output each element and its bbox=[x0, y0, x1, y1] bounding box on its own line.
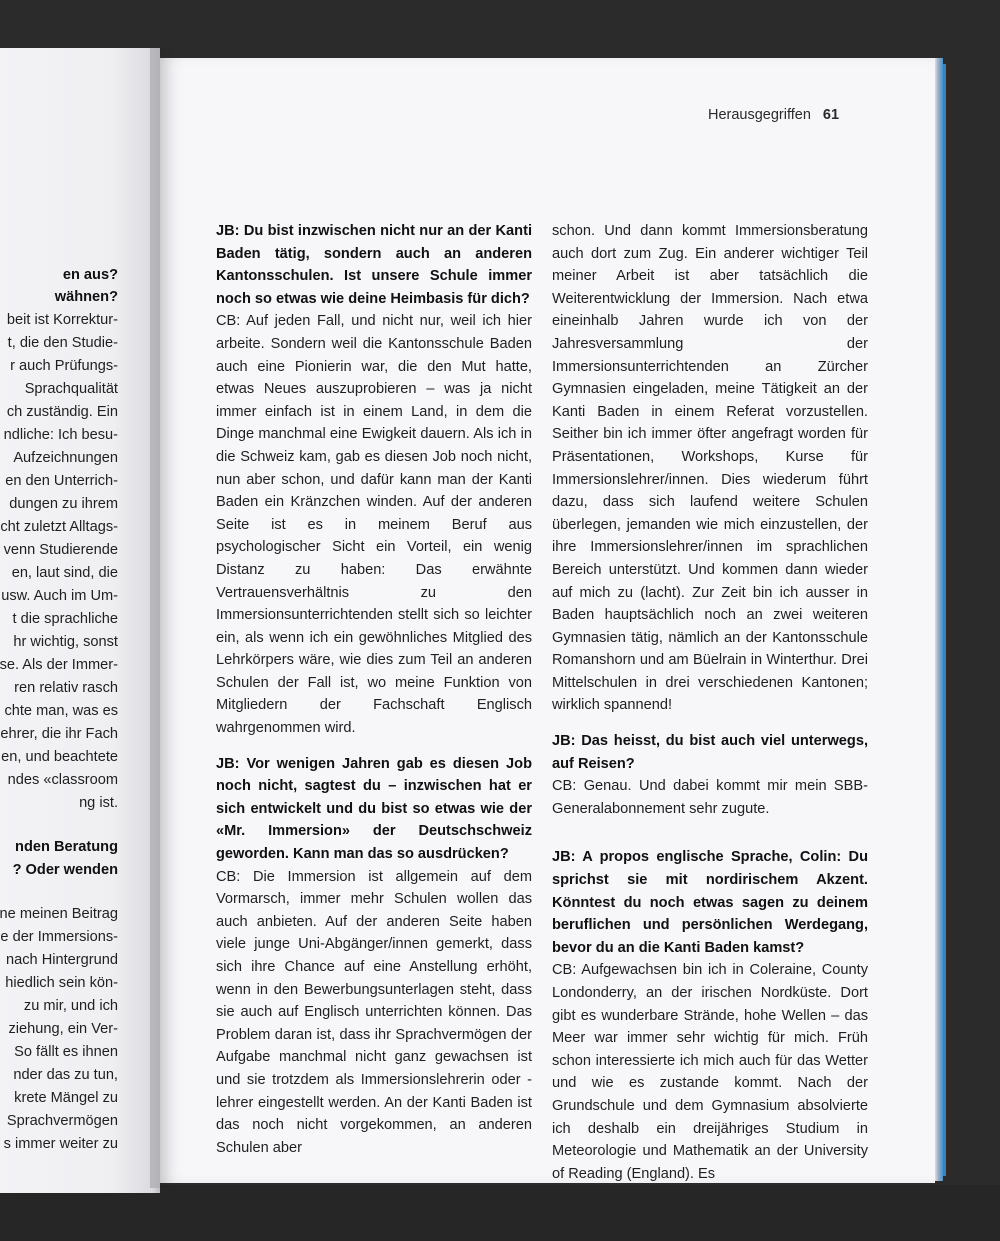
left-page-line-text: e der Immersions- bbox=[0, 929, 118, 945]
left-page-line bbox=[0, 1113, 118, 1129]
left-page-line bbox=[0, 289, 118, 305]
left-page-line-text: t die sprachliche bbox=[12, 611, 118, 627]
left-page-line-text: en, laut sind, die bbox=[11, 565, 118, 581]
left-page-line bbox=[0, 358, 118, 374]
left-page-line bbox=[0, 404, 118, 420]
left-page-line-text: ziehung, ein Ver- bbox=[8, 1021, 118, 1037]
section-title: Herausgegriffen bbox=[708, 107, 811, 123]
left-page-line bbox=[0, 542, 118, 558]
left-page-line bbox=[0, 703, 118, 719]
question-paragraph: JB: Vor wenigen Jahren gab es diesen Job noch nicht, sagtest du – inzwischen hat er sich entwickelt und du bist so etwas wie der «Mr. Immersion» der Deutschschweiz geworden. Kann man das so ausdrücken? bbox=[216, 755, 532, 863]
left-page-line bbox=[0, 772, 118, 788]
text-column-left bbox=[216, 220, 532, 1159]
left-page-line-text: nden Beratung bbox=[15, 839, 118, 855]
left-page-line-text: en den Unterrich- bbox=[5, 473, 118, 489]
left-page-line bbox=[0, 519, 118, 535]
left-page-line-text: ndliche: Ich besu- bbox=[3, 427, 118, 443]
left-page-line-text: ? Oder wenden bbox=[12, 862, 118, 878]
left-page-line bbox=[0, 267, 118, 283]
left-page-line bbox=[0, 473, 118, 489]
left-page-line bbox=[0, 588, 118, 604]
left-page-line-text: So fällt es ihnen bbox=[14, 1044, 118, 1060]
left-page-line bbox=[0, 975, 118, 991]
left-page-line-text: zu mir, und ich bbox=[23, 998, 118, 1014]
left-page-line-text: wähnen? bbox=[54, 289, 118, 305]
left-page-line bbox=[0, 839, 118, 855]
left-page-line bbox=[0, 1044, 118, 1060]
left-page-line-text: venn Studierende bbox=[3, 542, 118, 558]
left-page-line bbox=[0, 634, 118, 650]
text-column-right bbox=[552, 220, 868, 1185]
left-page-line bbox=[0, 611, 118, 627]
left-page-line-text: en aus? bbox=[62, 267, 118, 283]
left-page-line-text: nder das zu tun, bbox=[13, 1067, 118, 1083]
answer-paragraph: CB: Auf jeden Fall, und nicht nur, weil ich hier arbeite. Sondern weil die Kantonsschule Baden auch eine Pionierin war, die den Mut hatte, etwas Neues auszuprobieren – was ja nicht immer einfach ist in einem Land, in dem die Dinge manchmal eine Ewigkeit dauern. Als ich in die Schweiz kam, gab es diesen Job noch nicht, nun aber schon, und dafür kann man der Kanti Baden ein Kränzchen winden. Auf der anderen Seite ist es in meinem Beruf aus psychologischer Sicht ein Vorteil, ein wenig Distanz zu haben: Das erwähnte Vertrauensverhältnis zu den Immersionsunterrichtenden stellt sich so leichter ein, als wenn ich ein gewöhnliches Mitglied des Lehrkörpers wäre, wie dies zum Teil an anderen Schulen der Fall ist, wo meine Funktion von Mitgliedern der Fachschaft Englisch wahrgenommen wird. bbox=[216, 313, 532, 737]
left-page-line bbox=[0, 952, 118, 968]
left-page-line bbox=[0, 427, 118, 443]
left-page-line bbox=[0, 1136, 118, 1152]
page-number: 61 bbox=[822, 107, 840, 123]
page-edge bbox=[935, 58, 943, 1181]
left-page-line-text: ne meinen Beitrag bbox=[0, 906, 118, 922]
left-page-line-text: r auch Prüfungs- bbox=[10, 358, 118, 374]
left-page-line bbox=[0, 450, 118, 466]
left-page-line-text: Aufzeichnungen bbox=[13, 450, 118, 466]
left-page bbox=[0, 48, 160, 1193]
left-page-line bbox=[0, 335, 118, 351]
left-page-line-text: en, und beachtete bbox=[1, 749, 118, 765]
left-page-line bbox=[0, 749, 118, 765]
left-page-line bbox=[0, 565, 118, 581]
left-page-line-text: hr wichtig, sonst bbox=[13, 634, 118, 650]
left-page-line-text: ndes «classroom bbox=[7, 772, 118, 788]
left-page-line bbox=[0, 998, 118, 1014]
left-page-line-text: se. Als der Immer- bbox=[0, 657, 118, 673]
answer-paragraph: CB: Genau. Und dabei kommt mir mein SBB-Generalabonnement sehr zugute. bbox=[552, 778, 868, 817]
left-page-line-text: ng ist. bbox=[79, 795, 118, 811]
left-page-line bbox=[0, 726, 118, 742]
running-header bbox=[708, 107, 839, 123]
answer-paragraph: CB: Aufgewachsen bin ich in Coleraine, County Londonderry, an der irischen Nordküste. Dort gibt es wunderbare Strände, hohe Wellen – das Meer war immer sehr wichtig für mich. Früh schon interessierte ich mich auch für das Wetter und wie es zustande kommt. Nach der Grundschule und dem Gymnasium absolvierte ich deshalb ein dreijähriges Studium in Meteorologie und Mathematik an der University of Reading (England). Es bbox=[552, 962, 868, 1182]
left-page-line-text: Sprachqualität bbox=[24, 381, 118, 397]
left-page-line-text: ch zuständig. Ein bbox=[6, 404, 118, 420]
left-page-line-text: cht zuletzt Alltags- bbox=[0, 519, 118, 535]
left-page-line bbox=[0, 312, 118, 328]
question-paragraph: JB: Das heisst, du bist auch viel unterwegs, auf Reisen? bbox=[552, 733, 868, 772]
left-page-line bbox=[0, 496, 118, 512]
left-page-line bbox=[0, 1090, 118, 1106]
left-page-line-text: krete Mängel zu bbox=[14, 1090, 118, 1106]
answer-paragraph: CB: Die Immersion ist allgemein auf dem Vormarsch, immer mehr Schulen wollen das auch anbieten. Auf der anderen Seite haben viele junge Uni-Abgänger/innen gemerkt, dass sich ihre Chance auf eine Anstellung erhöht, wenn in den Bewerbungsunterlagen steht, dass sie auch auf Englisch unterrichten können. Das Problem daran ist, dass ihr Sprachvermögen der Aufgabe manchmal nicht ganz gewachsen ist und sie trotzdem als Immersionslehrerin oder -lehrer eingestellt werden. An der Kanti Baden ist das noch nicht vorgekommen, an anderen Schulen aber bbox=[216, 868, 532, 1156]
left-page-line-text: hiedlich sein kön- bbox=[5, 975, 118, 991]
left-page-line-text: ren relativ rasch bbox=[14, 680, 118, 696]
left-page-line bbox=[0, 1021, 118, 1037]
left-page-line-text: beit ist Korrektur- bbox=[6, 312, 118, 328]
left-page-line bbox=[0, 1067, 118, 1083]
answer-paragraph: schon. Und dann kommt Immersionsberatung auch dort zum Zug. Ein anderer wichtiger Teil meiner Arbeit ist aber tatsächlich die Weiterentwicklung der Immersion. Nach etwa eineinhalb Jahren wurde ich von der Jahresversammlung der Immersionsunterrichtenden an Zürcher Gymnasien eingeladen, meine Tätigkeit an der Kanti Baden in einem Referat vorzustellen. Seither bin ich immer öfter angefragt worden für Präsentationen, Workshops, Kurse für Immersionslehrer/innen. Dies wiederum führt dazu, dass sich laufend weitere Schulen überlegen, jemanden wie mich einzustellen, der ihre Immersionslehrer/innen im sprachlichen Bereich unterstützt. Und kommen dann wieder auf mich zu (lacht). Zur Zeit bin ich ausser in Baden hauptsächlich noch an zwei weiteren Gymnasien tätig, nämlich an der Kantonsschule Romanshorn und am Büelrain in Winterthur. Drei Mittelschulen in drei verschiedenen Kantonen; wirklich spannend! bbox=[552, 223, 868, 714]
left-page-line-text: t, die den Studie- bbox=[7, 335, 118, 351]
left-page-line bbox=[0, 906, 118, 922]
left-page-line-text: usw. Auch im Um- bbox=[1, 588, 118, 604]
scanner-background bbox=[0, 1185, 1000, 1241]
left-page-line bbox=[0, 680, 118, 696]
left-page-line bbox=[0, 795, 118, 811]
left-page-line-text: ehrer, die ihr Fach bbox=[0, 726, 118, 742]
left-page-line bbox=[0, 862, 118, 878]
left-page-line bbox=[0, 657, 118, 673]
question-paragraph: JB: Du bist inzwischen nicht nur an der Kanti Baden tätig, sondern auch an anderen Kantonsschulen. Ist unsere Schule immer noch so etwas wie deine Heimbasis für dich? bbox=[216, 223, 532, 307]
question-paragraph: JB: A propos englische Sprache, Colin: Du sprichst sie mit nordirischem Akzent. Könntest du noch etwas sagen zu deinem beruflichen und persönlichen Werdegang, bevor du an die Kanti Baden kamst? bbox=[552, 849, 868, 956]
left-page-line-text: chte man, was es bbox=[4, 703, 118, 719]
left-page-line bbox=[0, 929, 118, 945]
left-page-line-text: s immer weiter zu bbox=[3, 1136, 118, 1152]
left-page-line-text: Sprachvermögen bbox=[6, 1113, 118, 1129]
left-page-line-text: nach Hintergrund bbox=[6, 952, 118, 968]
blue-cover-edge bbox=[943, 64, 946, 1176]
left-page-line bbox=[0, 381, 118, 397]
left-page-line-text: dungen zu ihrem bbox=[9, 496, 118, 512]
